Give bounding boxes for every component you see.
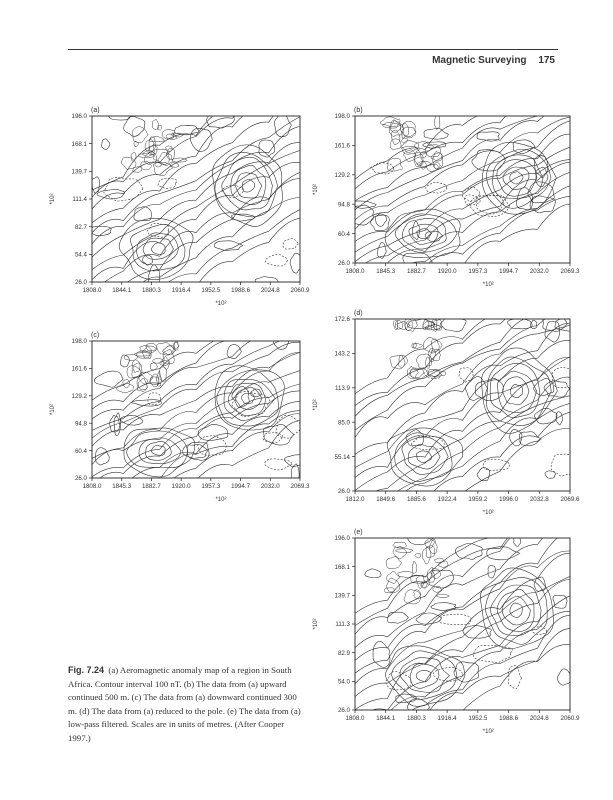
y-tick-label: 26.0: [74, 475, 87, 483]
x-tick-label: 2060.9: [290, 287, 310, 294]
x-tick-label: 2032.8: [529, 496, 549, 503]
y-tick-label: 143.2: [334, 350, 350, 358]
y-axis-unit: *10²: [50, 193, 56, 205]
x-axis-unit: *10²: [482, 510, 494, 516]
x-tick-label: 2069.3: [290, 483, 310, 490]
x-tick-label: 2069.3: [560, 268, 580, 275]
x-tick-label: 1916.4: [171, 287, 191, 294]
x-tick-label: 2032.0: [260, 483, 280, 490]
x-tick-label: 2024.8: [260, 287, 280, 294]
y-tick-label: 60.4: [337, 230, 350, 238]
y-tick-label: 82.7: [74, 223, 87, 231]
x-axis-unit: *10²: [482, 729, 494, 735]
y-axis-unit: *10²: [313, 618, 319, 630]
x-tick-label: 1916.4: [437, 715, 457, 722]
caption-label: Fig. 7.24: [68, 665, 105, 675]
y-tick-label: 26.0: [337, 707, 350, 715]
x-tick-label: 1920.0: [171, 483, 191, 490]
y-tick-label: 139.7: [334, 592, 350, 600]
panel-label: (c): [91, 332, 100, 339]
y-tick-label: 168.1: [71, 140, 87, 148]
x-axis-unit: *10²: [215, 301, 227, 307]
y-tick-label: 55.14: [334, 453, 350, 461]
header-rule: [68, 49, 558, 50]
x-tick-label: 2060.9: [560, 715, 580, 722]
x-tick-label: 1952.5: [201, 287, 221, 294]
x-tick-label: 1849.6: [376, 496, 396, 503]
y-tick-label: 111.4: [72, 196, 87, 204]
caption-text: (a) Aeromagnetic anomaly map of a region in South Africa. Contour interval 100 nT. (b) The data from (a) upward continued 500 m. (c) The data from (a) downward continued 300 m. (d) The data from (a) reduced to the pole. (e) The data from (a) low-pass filtered. Scales are in units of metres. (After Cooper 1997.): [68, 665, 301, 743]
page-number: 175: [538, 55, 555, 66]
x-axis-unit: *10²: [482, 282, 494, 288]
y-tick-label: 54.4: [74, 251, 87, 259]
running-head: [432, 55, 555, 66]
x-tick-label: 1922.4: [437, 496, 457, 503]
x-tick-label: 1882.7: [406, 268, 426, 275]
y-tick-label: 82.9: [337, 649, 350, 657]
y-tick-label: 172.6: [334, 316, 350, 324]
x-tick-label: 1808.0: [345, 715, 365, 722]
y-tick-label: 196.0: [71, 113, 87, 121]
contour-lines: [349, 70, 575, 317]
x-tick-label: 1959.2: [468, 496, 488, 503]
y-tick-label: 94.8: [337, 201, 350, 209]
x-tick-label: 1812.0: [345, 496, 365, 503]
y-tick-label: 161.6: [334, 142, 350, 150]
x-tick-label: 1845.3: [376, 268, 396, 275]
x-tick-label: 1988.6: [231, 287, 251, 294]
panel-label: (e): [354, 529, 363, 536]
y-tick-label: 94.8: [74, 420, 87, 428]
y-tick-label: 26.0: [337, 260, 350, 268]
y-tick-label: 129.2: [71, 393, 87, 400]
y-axis-unit: *10²: [313, 399, 319, 411]
figure-caption: [68, 664, 304, 745]
x-tick-label: 1994.7: [231, 483, 251, 490]
map-frame: [92, 341, 300, 478]
x-tick-label: 1844.1: [376, 715, 396, 722]
y-axis-unit: *10²: [313, 183, 319, 196]
y-tick-label: 161.6: [71, 365, 87, 373]
x-tick-label: 2032.0: [529, 268, 549, 275]
x-tick-label: 1808.0: [82, 287, 102, 294]
contour-lines: [87, 63, 305, 344]
map-panel-e: [305, 522, 580, 740]
running-head-title: Magnetic Surveying: [432, 55, 527, 66]
map-panel-a: [40, 100, 310, 320]
x-tick-label: 1808.0: [345, 268, 365, 275]
y-axis-unit: *10²: [50, 403, 56, 416]
y-tick-label: 113.9: [334, 385, 350, 392]
panel-label: (b): [354, 107, 363, 114]
y-tick-label: 85.0: [337, 419, 350, 427]
y-tick-label: 129.2: [334, 172, 350, 179]
x-tick-label: 1920.0: [437, 268, 457, 275]
y-tick-label: 26.0: [337, 488, 350, 496]
y-tick-label: 54.0: [337, 678, 350, 686]
map-panel-b: [305, 100, 580, 300]
x-tick-label: 1880.3: [141, 287, 161, 294]
contour-lines: [350, 268, 585, 555]
x-tick-label: 1994.7: [499, 268, 519, 275]
panel-label: (a): [91, 107, 100, 114]
y-tick-label: 168.1: [334, 563, 350, 571]
x-tick-label: 1844.1: [112, 287, 132, 294]
map-panel-d: [305, 303, 580, 521]
y-tick-label: 198.0: [334, 113, 350, 121]
x-tick-label: 1880.3: [406, 715, 426, 722]
x-tick-label: 1885.6: [406, 496, 426, 503]
contour-lines: [350, 488, 575, 774]
y-tick-label: 60.4: [74, 447, 87, 455]
y-tick-label: 196.0: [334, 535, 350, 543]
y-tick-label: 198.0: [71, 338, 87, 346]
x-tick-label: 1808.0: [82, 483, 102, 490]
x-tick-label: 1996.0: [499, 496, 519, 503]
map-panel-c: [40, 325, 310, 515]
x-tick-label: 1988.6: [499, 715, 519, 722]
panel-label: (d): [354, 310, 363, 317]
x-axis-unit: *10²: [215, 497, 227, 503]
x-tick-label: 1882.7: [141, 483, 161, 490]
y-tick-label: 139.7: [71, 168, 87, 176]
x-tick-label: 2069.6: [560, 496, 580, 503]
map-frame: [355, 116, 570, 263]
y-tick-label: 26.0: [74, 279, 87, 287]
contour-lines: [87, 299, 305, 529]
y-tick-label: 111.3: [335, 621, 350, 629]
x-tick-label: 1845.3: [112, 483, 132, 490]
x-tick-label: 2024.8: [529, 715, 549, 722]
x-tick-label: 1957.3: [468, 268, 488, 275]
x-tick-label: 1957.3: [201, 483, 221, 490]
x-tick-label: 1952.5: [468, 715, 488, 722]
